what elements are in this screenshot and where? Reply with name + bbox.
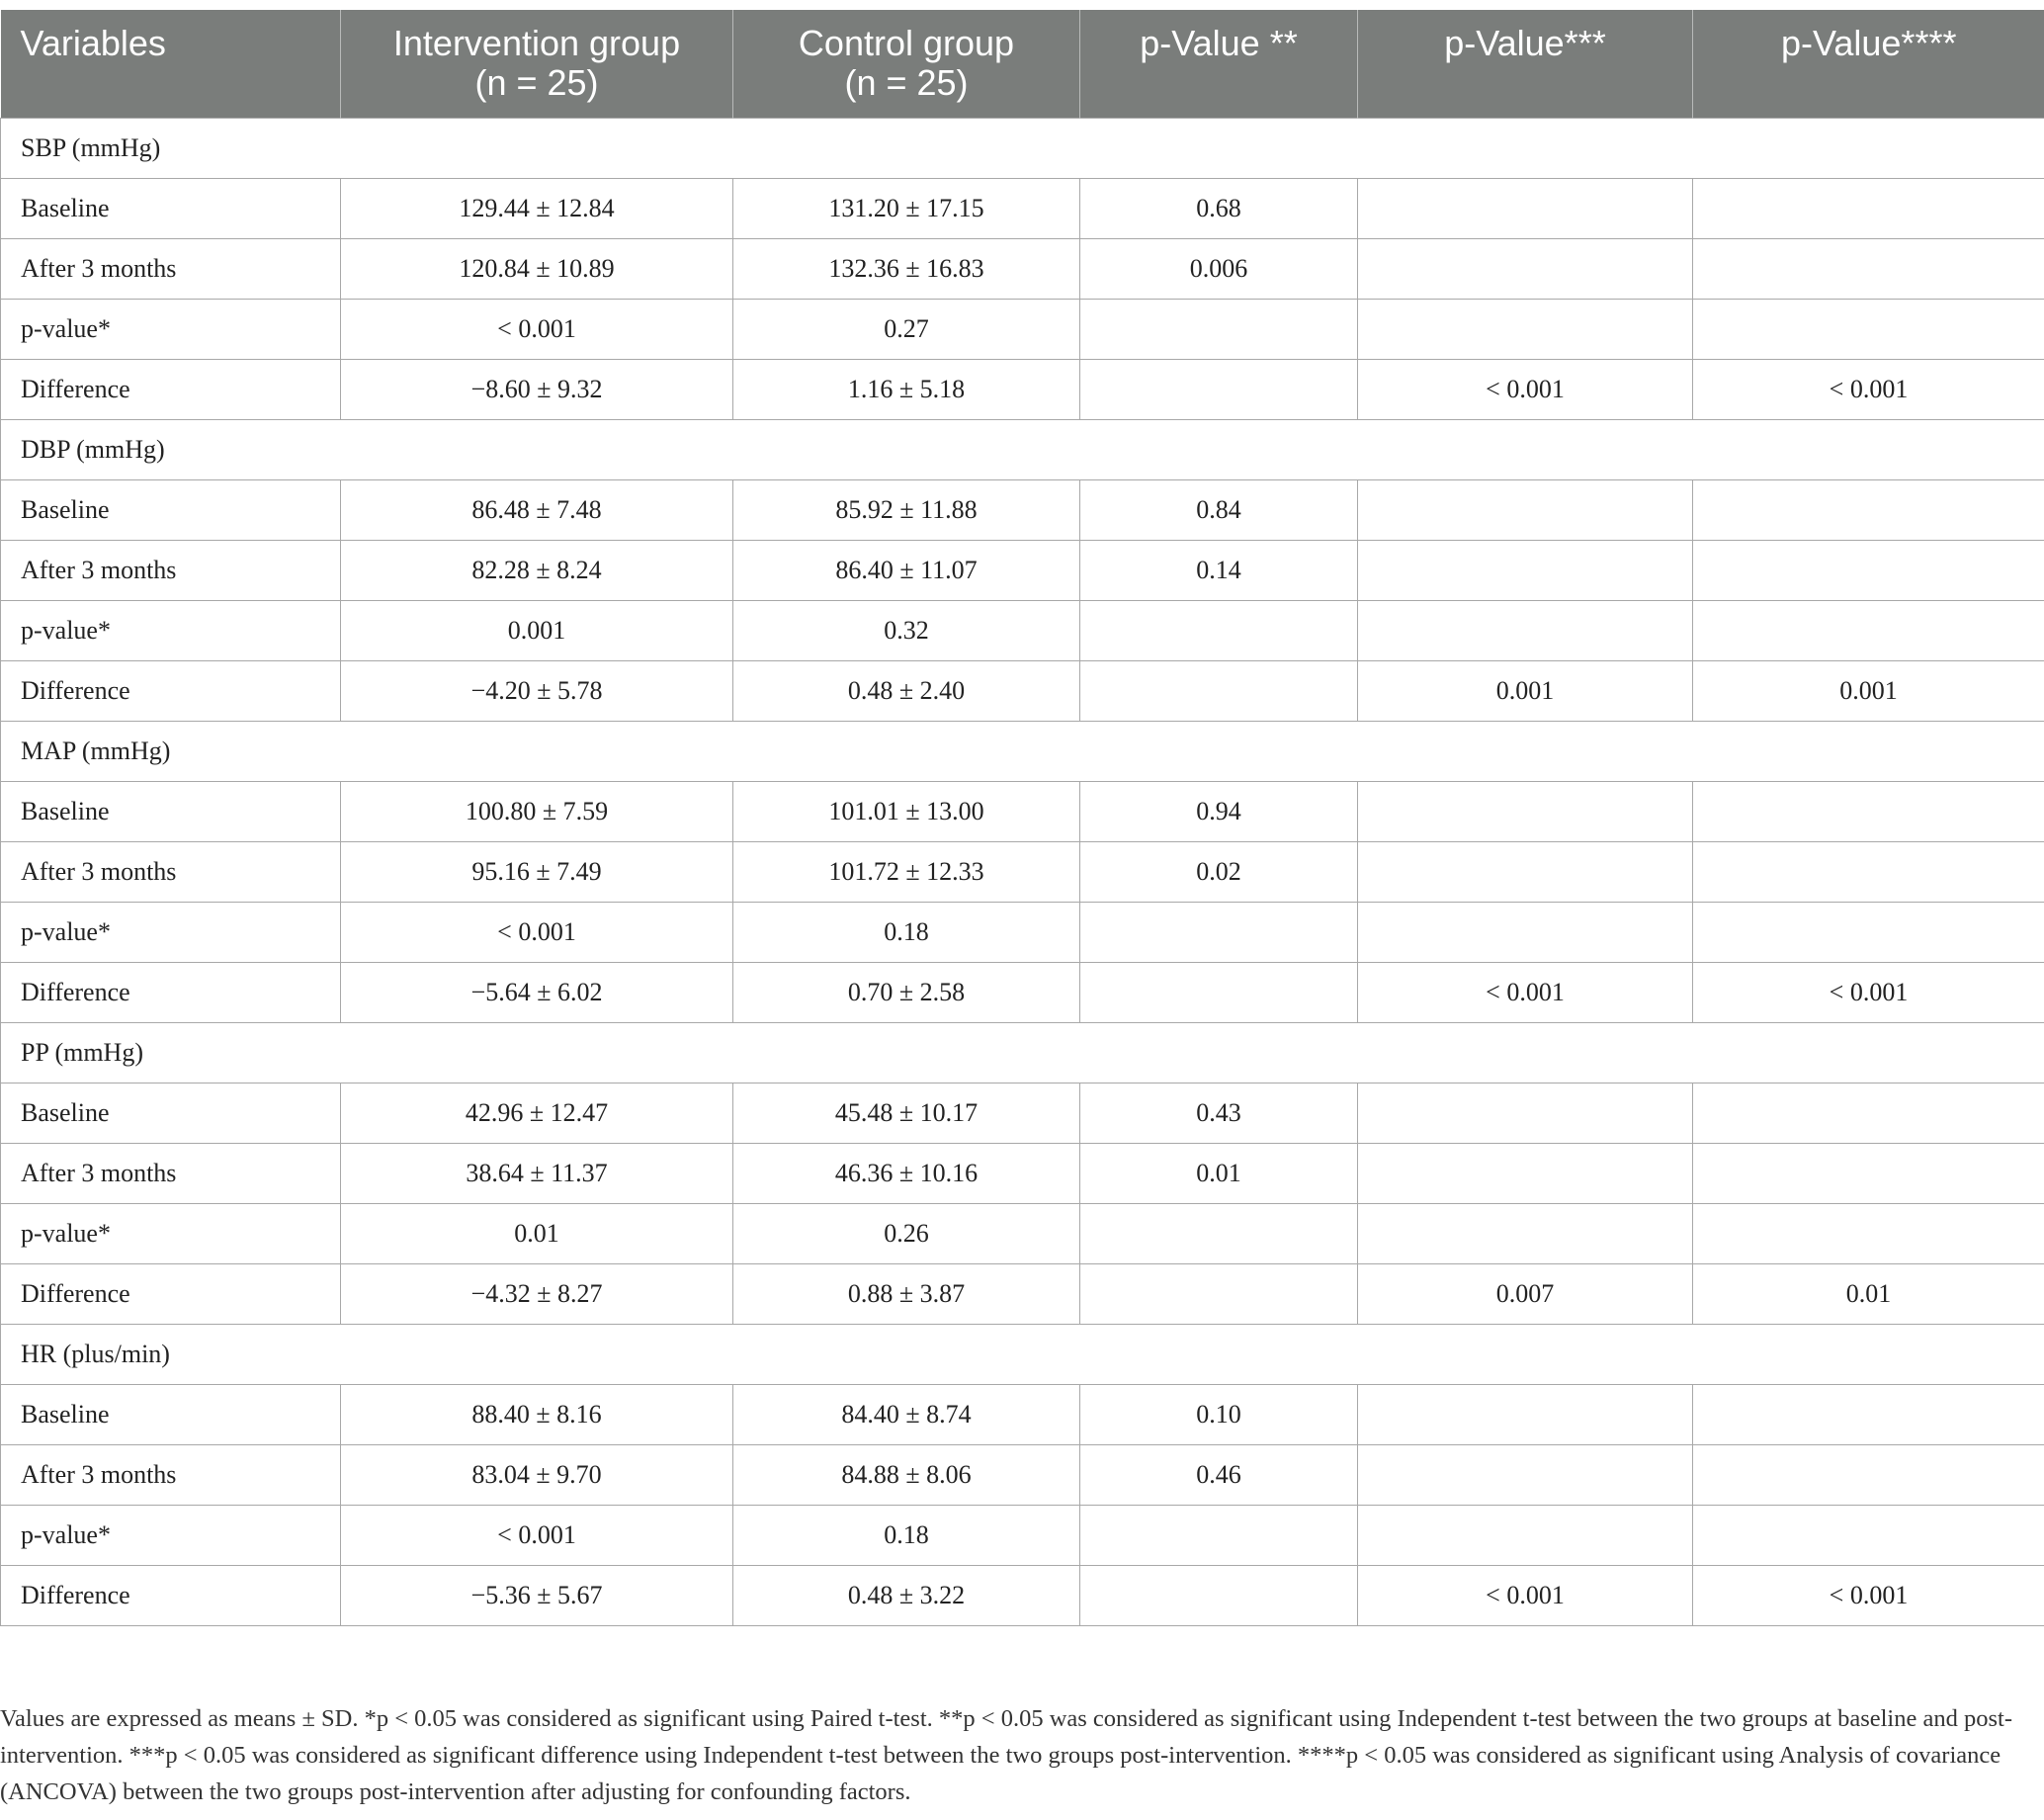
- table-cell: [1358, 1505, 1693, 1565]
- table-cell: 131.20 ± 17.15: [733, 178, 1080, 238]
- table-cell: [1358, 841, 1693, 902]
- group-label: MAP (mmHg): [1, 721, 2044, 781]
- table-cell: 84.40 ± 8.74: [733, 1384, 1080, 1444]
- table-cell: [1080, 600, 1358, 660]
- group-row: [1, 118, 2044, 178]
- table-cell: 0.10: [1080, 1384, 1358, 1444]
- table-cell: 83.04 ± 9.70: [341, 1444, 733, 1505]
- table-cell: [1358, 1444, 1693, 1505]
- table-cell: 0.006: [1080, 238, 1358, 299]
- table-row: [1, 359, 2044, 419]
- group-label: DBP (mmHg): [1, 419, 2044, 479]
- table-cell: 0.001: [1693, 660, 2044, 721]
- table-cell: 0.27: [733, 299, 1080, 359]
- table-row: [1, 1203, 2044, 1263]
- group-label: PP (mmHg): [1, 1022, 2044, 1083]
- column-header-label: p-Value****: [1781, 23, 1957, 63]
- table-cell: 0.70 ± 2.58: [733, 962, 1080, 1022]
- table-cell: 101.01 ± 13.00: [733, 781, 1080, 841]
- table-cell: [1358, 540, 1693, 600]
- row-label: Baseline: [1, 1384, 341, 1444]
- table-cell: [1693, 1143, 2044, 1203]
- table-cell: 86.40 ± 11.07: [733, 540, 1080, 600]
- results-table: [0, 10, 2044, 1626]
- row-label: Difference: [1, 660, 341, 721]
- table-cell: [1693, 479, 2044, 540]
- table-cell: [1693, 1203, 2044, 1263]
- table-cell: 0.43: [1080, 1083, 1358, 1143]
- table-cell: 82.28 ± 8.24: [341, 540, 733, 600]
- table-cell: [1693, 1505, 2044, 1565]
- column-header-label: Control group: [798, 23, 1015, 63]
- table-cell: 0.02: [1080, 841, 1358, 902]
- row-label: p-value*: [1, 1203, 341, 1263]
- table-cell: [1358, 178, 1693, 238]
- table-cell: 0.01: [1080, 1143, 1358, 1203]
- table-cell: 0.18: [733, 902, 1080, 962]
- table-cell: < 0.001: [1358, 962, 1693, 1022]
- table-cell: 0.88 ± 3.87: [733, 1263, 1080, 1324]
- table-cell: < 0.001: [1693, 962, 2044, 1022]
- table-cell: 0.14: [1080, 540, 1358, 600]
- table-row: [1, 962, 2044, 1022]
- table-cell: 1.16 ± 5.18: [733, 359, 1080, 419]
- table-cell: < 0.001: [1693, 359, 2044, 419]
- row-label: Difference: [1, 1263, 341, 1324]
- table-cell: −8.60 ± 9.32: [341, 359, 733, 419]
- table-cell: [1080, 1263, 1358, 1324]
- row-label: p-value*: [1, 902, 341, 962]
- table-cell: 46.36 ± 10.16: [733, 1143, 1080, 1203]
- table-cell: 0.01: [341, 1203, 733, 1263]
- table-cell: < 0.001: [1358, 1565, 1693, 1625]
- table-cell: 88.40 ± 8.16: [341, 1384, 733, 1444]
- table-cell: 0.68: [1080, 178, 1358, 238]
- table-cell: 0.48 ± 2.40: [733, 660, 1080, 721]
- row-label: Baseline: [1, 178, 341, 238]
- table-cell: −5.36 ± 5.67: [341, 1565, 733, 1625]
- group-row: [1, 721, 2044, 781]
- table-cell: [1358, 238, 1693, 299]
- table-cell: [1693, 902, 2044, 962]
- table-cell: 45.48 ± 10.17: [733, 1083, 1080, 1143]
- group-row: [1, 419, 2044, 479]
- table-cell: 0.001: [341, 600, 733, 660]
- table-cell: 0.18: [733, 1505, 1080, 1565]
- table-row: [1, 1444, 2044, 1505]
- column-header-label: Variables: [20, 23, 166, 63]
- table-cell: [1358, 902, 1693, 962]
- group-label: HR (plus/min): [1, 1324, 2044, 1384]
- table-row: [1, 238, 2044, 299]
- table-cell: 84.88 ± 8.06: [733, 1444, 1080, 1505]
- table-cell: 95.16 ± 7.49: [341, 841, 733, 902]
- column-header: [1693, 10, 2044, 118]
- table-row: [1, 540, 2044, 600]
- table-cell: < 0.001: [1693, 1565, 2044, 1625]
- table-row: [1, 1083, 2044, 1143]
- row-label: Difference: [1, 962, 341, 1022]
- table-cell: [1693, 781, 2044, 841]
- table-cell: 0.32: [733, 600, 1080, 660]
- table-row: [1, 902, 2044, 962]
- group-label: SBP (mmHg): [1, 118, 2044, 178]
- table-cell: [1693, 1444, 2044, 1505]
- row-label: Difference: [1, 1565, 341, 1625]
- row-label: p-value*: [1, 600, 341, 660]
- table-cell: 100.80 ± 7.59: [341, 781, 733, 841]
- table-cell: < 0.001: [341, 1505, 733, 1565]
- table-row: [1, 1565, 2044, 1625]
- table-cell: [1358, 781, 1693, 841]
- table-cell: [1358, 600, 1693, 660]
- table-cell: [1080, 962, 1358, 1022]
- row-label: After 3 months: [1, 540, 341, 600]
- table-cell: < 0.001: [341, 299, 733, 359]
- table-cell: [1693, 1083, 2044, 1143]
- table-cell: [1693, 540, 2044, 600]
- table-cell: [1693, 178, 2044, 238]
- table-cell: [1080, 1505, 1358, 1565]
- table-footnote: Values are expressed as means ± SD. *p < 0.05 was considered as significant using Paired t-test. **p < 0.05 was considered as significant using Independent t-test between the two groups at baseline and post-intervention. ***p < 0.05 was considered as significant difference using Independent t-test between the two groups post-intervention. ****p < 0.05 was considered as significant using Analysis of covariance (ANCOVA) between the two groups post-intervention after adjusting for confounding factors.: [0, 1705, 2012, 1805]
- table-cell: [1358, 1384, 1693, 1444]
- column-header: [1, 10, 341, 118]
- table-cell: −4.32 ± 8.27: [341, 1263, 733, 1324]
- row-label: Baseline: [1, 781, 341, 841]
- table-cell: < 0.001: [341, 902, 733, 962]
- table-cell: [1693, 600, 2044, 660]
- table-cell: [1358, 1203, 1693, 1263]
- table-cell: 85.92 ± 11.88: [733, 479, 1080, 540]
- column-header: [341, 10, 733, 118]
- table-cell: [1693, 299, 2044, 359]
- column-header: [1358, 10, 1693, 118]
- table-cell: 101.72 ± 12.33: [733, 841, 1080, 902]
- table-cell: 0.26: [733, 1203, 1080, 1263]
- table-cell: 0.001: [1358, 660, 1693, 721]
- column-header: [1080, 10, 1358, 118]
- table-row: [1, 841, 2044, 902]
- document: [0, 10, 2044, 1626]
- row-label: After 3 months: [1, 841, 341, 902]
- table-cell: 86.48 ± 7.48: [341, 479, 733, 540]
- table-cell: 38.64 ± 11.37: [341, 1143, 733, 1203]
- table-cell: [1693, 841, 2044, 902]
- table-cell: [1693, 238, 2044, 299]
- table-cell: [1358, 299, 1693, 359]
- table-cell: < 0.001: [1358, 359, 1693, 419]
- table-cell: 0.46: [1080, 1444, 1358, 1505]
- table-row: [1, 1143, 2044, 1203]
- table-cell: 42.96 ± 12.47: [341, 1083, 733, 1143]
- row-label: Baseline: [1, 479, 341, 540]
- column-header-label: Intervention group: [392, 23, 681, 63]
- table-cell: 132.36 ± 16.83: [733, 238, 1080, 299]
- table-cell: −4.20 ± 5.78: [341, 660, 733, 721]
- row-label: After 3 months: [1, 1143, 341, 1203]
- table-cell: 129.44 ± 12.84: [341, 178, 733, 238]
- table-cell: 120.84 ± 10.89: [341, 238, 733, 299]
- column-header-sublabel: (n = 25): [474, 62, 599, 103]
- table-row: [1, 781, 2044, 841]
- column-header: [733, 10, 1080, 118]
- row-label: After 3 months: [1, 1444, 341, 1505]
- table-cell: 0.01: [1693, 1263, 2044, 1324]
- table-cell: [1693, 1384, 2044, 1444]
- group-row: [1, 1324, 2044, 1384]
- table-cell: 0.84: [1080, 479, 1358, 540]
- table-row: [1, 660, 2044, 721]
- group-row: [1, 1022, 2044, 1083]
- row-label: Difference: [1, 359, 341, 419]
- table-cell: [1358, 1143, 1693, 1203]
- table-row: [1, 178, 2044, 238]
- table-header-row: [1, 10, 2044, 118]
- table-cell: [1080, 1565, 1358, 1625]
- table-cell: 0.94: [1080, 781, 1358, 841]
- row-label: After 3 months: [1, 238, 341, 299]
- column-header-sublabel: (n = 25): [844, 62, 969, 103]
- row-label: p-value*: [1, 299, 341, 359]
- table-cell: [1358, 1083, 1693, 1143]
- column-header-label: p-Value **: [1140, 23, 1298, 63]
- table-row: [1, 479, 2044, 540]
- table-row: [1, 1384, 2044, 1444]
- table-row: [1, 600, 2044, 660]
- column-header-label: p-Value***: [1444, 23, 1606, 63]
- table-cell: [1080, 299, 1358, 359]
- table-row: [1, 299, 2044, 359]
- table-cell: [1080, 660, 1358, 721]
- table-row: [1, 1263, 2044, 1324]
- table-cell: 0.007: [1358, 1263, 1693, 1324]
- table-cell: [1080, 359, 1358, 419]
- table-cell: [1358, 479, 1693, 540]
- table-cell: 0.48 ± 3.22: [733, 1565, 1080, 1625]
- table-body: [1, 118, 2044, 1625]
- row-label: p-value*: [1, 1505, 341, 1565]
- row-label: Baseline: [1, 1083, 341, 1143]
- table-cell: [1080, 902, 1358, 962]
- table-cell: [1080, 1203, 1358, 1263]
- table-cell: −5.64 ± 6.02: [341, 962, 733, 1022]
- table-row: [1, 1505, 2044, 1565]
